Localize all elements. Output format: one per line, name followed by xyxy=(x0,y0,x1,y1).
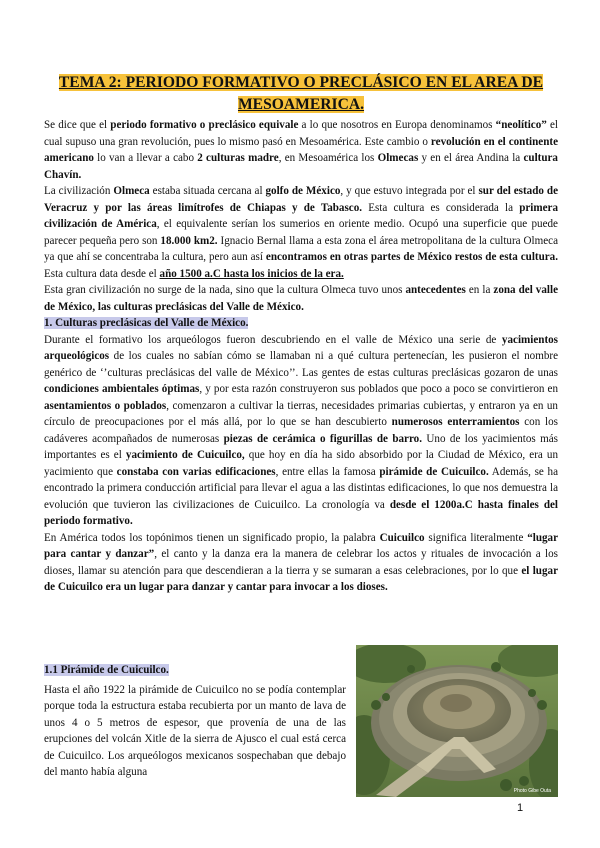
text-run: yacimiento de Cuicuilco, xyxy=(125,449,245,461)
text-run: , el canto y la danza era la manera de celebrar los actos y rituales de invocación a los dioses, llamar su atención para que descendieran a la tierra y se sumaran a esas celebraciones, por lo que xyxy=(44,548,558,577)
text-run: Olmecas xyxy=(377,152,419,164)
text-run: pirámide de Cuicuilco. xyxy=(379,465,489,478)
text-run: desde el 1200a.C hasta finales del periodo formativo. xyxy=(44,498,558,527)
text-run: cultura Chavín. xyxy=(44,152,558,181)
text-run: primera civilización de América xyxy=(44,201,559,230)
text-run: condiciones ambientales óptimas xyxy=(44,383,200,395)
text-run: antecedentes xyxy=(405,284,466,296)
text-run: revolución en el continente americano xyxy=(44,135,559,164)
text-run: zona del valle de México, las culturas preclásicas del Valle de México. xyxy=(44,284,558,313)
subsection-heading xyxy=(44,662,346,679)
text-run: , y que estuvo integrada por el xyxy=(340,185,479,197)
text-run: Esta gran civilización no surge de la nada, sino que la cultura Olmeca tuvo unos xyxy=(44,284,406,296)
text-run: y en el área Andina la xyxy=(418,152,524,164)
text-run: , el equivalente serían los sumerios en oriente medio. Ocupó una superficie que puede parecer pequeña pero son xyxy=(44,218,558,247)
section-heading-text: 1. Culturas preclásicas del Valle de México. xyxy=(44,317,249,329)
text-run: , comenzaron a cultivar la tierras, necesidades primarias cubiertas, y entraron ya en un círculo de preocupaciones por el más allá, por lo que se han descubierto xyxy=(44,399,558,428)
text-run: Esta cultura es considerada la xyxy=(362,201,520,214)
main-text xyxy=(44,117,558,596)
text-run: el cual supuso una gran revolución, pues lo mismo pasó en Mesoamérica. Este cambio o xyxy=(44,119,559,148)
text-run: golfo de México xyxy=(265,185,341,197)
text-run: encontramos en otras partes de México restos de esta cultura. xyxy=(265,251,559,263)
text-run: 18.000 km2. xyxy=(160,234,218,247)
text-run: en la xyxy=(465,284,494,296)
text-run: Olmeca xyxy=(113,185,150,197)
text-run: En América todos los topónimos tienen un significado propio, la palabra xyxy=(44,531,380,544)
text-run: Durante el formativo los arqueólogos fueron descubriendo en el valle de México una serie de xyxy=(44,333,502,346)
text-run: Hasta el año 1922 la pirámide de Cuicuilco no se podía contemplar porque toda la estructura estaba recubierta por un manto de lava de unos 4 o 5 metros de espesor, que provenía de una de las erupciones del volcán Xitle de la sierra de Ajusco el cual está cerca de Cuicuilco. Los arqueólogos mexicanos sospechaban que debajo del manto había alguna xyxy=(44,683,346,778)
text-run: Ignacio Bernal llama a esta zona el área metropolitana de la cultura Olmeca ya que ahí se concentraba la cultura, pero aun así xyxy=(44,234,558,263)
text-run: el lugar de Cuicuilco era un lugar para danzar y cantar para invocar a los dioses. xyxy=(44,564,558,593)
intro-paragraph-1 xyxy=(44,117,558,183)
text-run: piezas de cerámica o figurillas de barro. xyxy=(223,432,423,445)
text-run: numerosos enterramientos xyxy=(391,416,520,428)
text-run: Además, se ha encontrado la primera conducción artificial para llevar el agua a las distintas edificaciones, lo que nos demuestra la evolución que tuvieron las civilizaciones de Cuicuilco. La cronología va xyxy=(44,465,559,511)
text-run: a lo que nosotros en Europa denominamos xyxy=(298,119,496,131)
text-run: periodo formativo o preclásico equivale xyxy=(110,119,299,131)
section-heading xyxy=(44,315,558,332)
page-number: 1 xyxy=(517,802,524,814)
subsection-paragraph xyxy=(44,682,346,781)
text-run: de los cuales no sabían cómo se llamaban ni a qué cultura pertenecían, les pusieron el nombre genérico de ‘’culturas preclásicas del valle de México’’. Las gentes de estas culturas preclásicas gozaron de unas xyxy=(44,350,558,379)
text-run: , en Mesoamérica los xyxy=(278,152,378,164)
photo-credit: Photo Gibe Outa xyxy=(513,788,551,794)
text-run: significa literalmente xyxy=(424,531,528,544)
text-run: , entre ellas la famosa xyxy=(275,465,380,478)
text-run: Uno de los yacimientos más importantes es el xyxy=(44,432,558,461)
text-run: asentamientos o poblados xyxy=(44,399,167,412)
text-run: “lugar para cantar y danzar” xyxy=(44,531,559,560)
text-run: 2 culturas madre xyxy=(197,152,279,164)
text-run: año 1500 a.C hasta los inicios de la era. xyxy=(159,267,344,280)
pyramid-aerial-image xyxy=(356,645,558,797)
text-run: estaba situada cercana al xyxy=(149,185,266,197)
text-run: Cuicuilco xyxy=(379,531,425,544)
text-run: constaba con varias edificaciones xyxy=(116,465,276,478)
text-run: que hoy en día ha sido absorbido por la Ciudad de México, era un yacimiento que xyxy=(44,449,558,478)
subsection-heading-text: 1.1 Pirámide de Cuicuilco. xyxy=(44,664,169,676)
intro-paragraph-3 xyxy=(44,282,558,315)
cuicuilco-pyramid-photo xyxy=(356,645,558,797)
text-run: lo van a llevar a cabo xyxy=(93,152,198,164)
intro-paragraph-2 xyxy=(44,183,558,282)
text-run: con los cadáveres acompañados de numerosas xyxy=(44,416,559,445)
text-run: , y por esta razón construyeron sus poblados que poco a poco se convirtieron en xyxy=(199,383,558,395)
section-paragraph-1 xyxy=(44,332,558,530)
page-title xyxy=(44,72,558,116)
text-run: “neolítico” xyxy=(495,119,547,131)
subsection xyxy=(44,662,346,781)
text-run: Se dice que el xyxy=(44,119,111,131)
text-run: sur del estado de Veracruz y por las áreas limítrofes de Chiapas y de Tabasco. xyxy=(44,185,558,214)
page-title-text: TEMA 2: PERIODO FORMATIVO O PRECLÁSICO EN EL AREA DE MESOAMERICA. xyxy=(58,74,544,113)
section-paragraph-2 xyxy=(44,530,558,596)
text-run: Esta cultura data desde el xyxy=(44,267,160,280)
text-run: yacimientos arqueológicos xyxy=(44,333,558,362)
text-run: La civilización xyxy=(44,185,114,197)
